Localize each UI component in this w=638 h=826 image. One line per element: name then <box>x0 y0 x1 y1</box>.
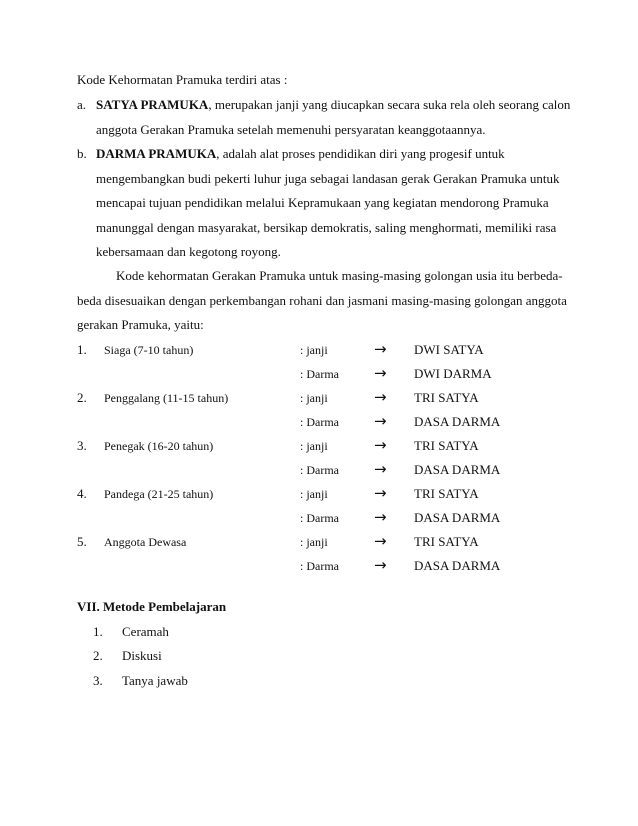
item-a-marker: a. <box>77 97 87 112</box>
item-b-line1 <box>96 146 505 162</box>
group-name: Siaga (7-10 tahun) <box>104 343 194 357</box>
arrow-icon: → <box>374 436 387 454</box>
darma-value: DASA DARMA <box>414 558 501 573</box>
darma-value: DASA DARMA <box>414 414 501 429</box>
janji-value: TRI SATYA <box>414 534 479 549</box>
item-a-line2: anggota Gerakan Pramuka setelah memenuhi persyaratan keanggotaannya. <box>96 122 486 137</box>
janji-value: TRI SATYA <box>414 438 479 453</box>
darma-label: : Darma <box>300 367 339 381</box>
item-b-line2: mengembangkan budi pekerti luhur juga sebagai landasan gerak Gerakan Pramuka untuk <box>96 171 560 186</box>
arrow-icon: → <box>374 340 387 358</box>
group-name: Penggalang (11-15 tahun) <box>104 391 229 405</box>
arrow-icon: → <box>374 388 387 406</box>
item-b-line4: manunggal dengan masyarakat, bersikap demokratis, saling menghormati, memiliki rasa <box>96 220 557 235</box>
arrow-icon: → <box>374 460 387 478</box>
janji-label: : janji <box>300 343 328 357</box>
darma-value: DWI DARMA <box>414 366 492 381</box>
method-label: Diskusi <box>122 648 162 663</box>
item-b-line3: mencapai tujuan pendidikan melalui Kepramukaan yang kegiatan mendorong Pramuka <box>96 195 549 210</box>
paragraph-line1: Kode kehormatan Gerakan Pramuka untuk masing-masing golongan usia itu berbeda- <box>116 268 563 283</box>
janji-label: : janji <box>300 487 328 501</box>
section-heading-text: VII. Metode Pembelajaran <box>77 599 227 614</box>
group-name: Anggota Dewasa <box>104 535 187 549</box>
arrow-icon: → <box>374 508 387 526</box>
group-name: Penegak (16-20 tahun) <box>104 439 214 453</box>
group-number: 3. <box>77 438 87 453</box>
group-number: 5. <box>77 534 87 549</box>
method-number: 2. <box>93 648 103 663</box>
janji-value: DWI SATYA <box>414 342 484 357</box>
group-number: 2. <box>77 390 87 405</box>
darma-value: DASA DARMA <box>414 462 501 477</box>
item-b-line5: kebersamaan dan kegotong royong. <box>96 244 281 259</box>
group-name: Pandega (21-25 tahun) <box>104 487 214 501</box>
arrow-icon: → <box>374 412 387 430</box>
item-b-line1-rest: , adalah alat proses pendidikan diri yang progesif untuk <box>216 146 505 161</box>
darma-label: : Darma <box>300 415 339 429</box>
item-a-line1-rest: , merupakan janji yang diucapkan secara suka rela oleh seorang calon <box>208 97 571 112</box>
method-label: Tanya jawab <box>122 673 188 688</box>
item-b-term: DARMA PRAMUKA <box>96 146 217 161</box>
item-b-marker: b. <box>77 146 87 161</box>
janji-label: : janji <box>300 535 328 549</box>
paragraph-line2: beda disesuaikan dengan perkembangan rohani dan jasmani masing-masing golongan anggota <box>77 293 567 308</box>
arrow-icon: → <box>374 556 387 574</box>
item-a-line1 <box>96 97 571 113</box>
method-number: 3. <box>93 673 103 688</box>
darma-value: DASA DARMA <box>414 510 501 525</box>
item-a-term: SATYA PRAMUKA <box>96 97 209 112</box>
janji-value: TRI SATYA <box>414 486 479 501</box>
paragraph-line3: gerakan Pramuka, yaitu: <box>77 317 204 332</box>
janji-value: TRI SATYA <box>414 390 479 405</box>
darma-label: : Darma <box>300 463 339 477</box>
janji-label: : janji <box>300 439 328 453</box>
arrow-icon: → <box>374 484 387 502</box>
intro-text: Kode Kehormatan Pramuka terdiri atas : <box>77 72 288 87</box>
darma-label: : Darma <box>300 511 339 525</box>
janji-label: : janji <box>300 391 328 405</box>
section-heading <box>77 599 226 615</box>
arrow-icon: → <box>374 532 387 550</box>
arrow-icon: → <box>374 364 387 382</box>
darma-label: : Darma <box>300 559 339 573</box>
group-number: 4. <box>77 486 87 501</box>
method-number: 1. <box>93 624 103 639</box>
method-label: Ceramah <box>122 624 169 639</box>
group-number: 1. <box>77 342 87 357</box>
